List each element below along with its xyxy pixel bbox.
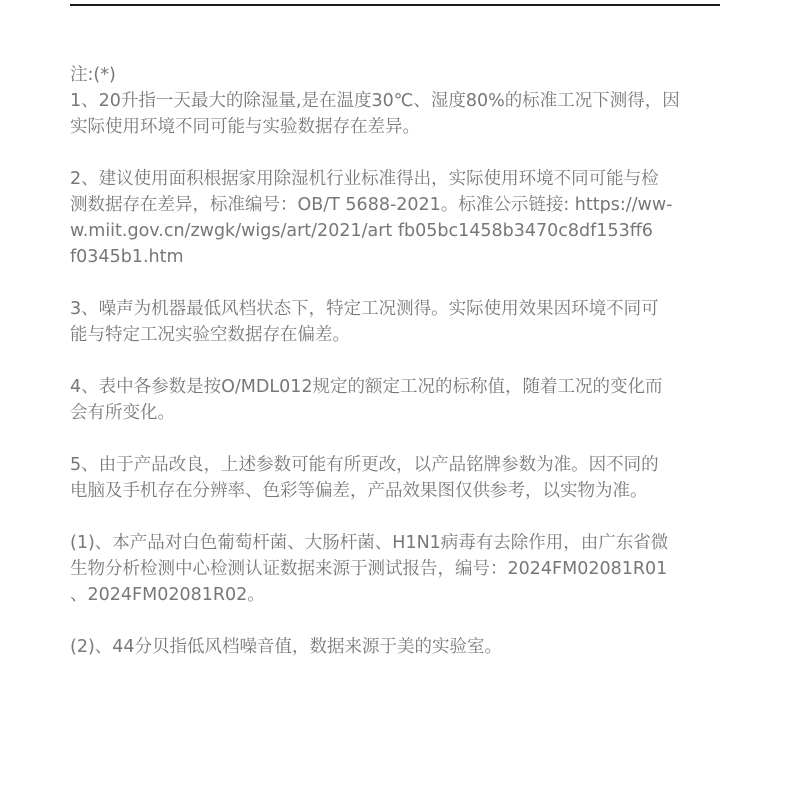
note-1-line: 1、20升指一天最大的除湿量,是在温度30℃、湿度80%的标准工况下测得，因 xyxy=(70,91,680,111)
note-1-line: 实际使用环境不同可能与实验数据存在差异。 xyxy=(70,117,420,137)
note-5-line: 5、由于产品改良，上述参数可能有所更改，以产品铭牌参数为准。因不同的 xyxy=(70,455,659,475)
note-2-line: 2、建议使用面积根据家用除湿机行业标准得出，实际使用环境不同可能与检 xyxy=(70,169,659,189)
note-5-line: 电脑及手机存在分辨率、色彩等偏差，产品效果图仅供参考，以实物为准。 xyxy=(70,481,648,501)
note-5 xyxy=(70,452,728,504)
note-4 xyxy=(70,374,728,426)
note-1 xyxy=(70,88,728,140)
note-sub-1-line: 、2024FM02081R02。 xyxy=(70,585,265,605)
note-2 xyxy=(70,166,728,270)
note-3 xyxy=(70,296,728,348)
note-3-line: 能与特定工况实验空数据存在偏差。 xyxy=(70,325,350,345)
notes-section xyxy=(70,62,728,686)
note-2-line: 测数据存在差异，标准编号：OB/T 5688-2021。标准公示链接: https://ww- xyxy=(70,195,673,215)
note-sub-1-line: 生物分析检测中心检测认证数据来源于测试报告，编号：2024FM02081R01 xyxy=(70,559,668,579)
standard-link-line: w.miit.gov.cn/zwgk/wigs/art/2021/art fb05bc1458b3470c8df153ff6 xyxy=(70,221,653,241)
note-sub-2 xyxy=(70,634,728,660)
note-sub-1-line: (1)、本产品对白色葡萄杆菌、大肠杆菌、H1N1病毒有去除作用，由广东省微 xyxy=(70,533,669,553)
note-sub-2-line: (2)、44分贝指低风档噪音值，数据来源于美的实验室。 xyxy=(70,637,503,657)
note-4-line: 会有所变化。 xyxy=(70,403,175,423)
note-sub-1 xyxy=(70,530,728,608)
top-divider xyxy=(70,4,720,6)
notes-heading: 注:(*) xyxy=(70,65,116,85)
note-3-line: 3、噪声为机器最低风档状态下，特定工况测得。实际使用效果因环境不同可 xyxy=(70,299,659,319)
standard-link-line: f0345b1.htm xyxy=(70,247,184,267)
note-4-line: 4、表中各参数是按O/MDL012规定的额定工况的标称值，随着工况的变化而 xyxy=(70,377,663,397)
